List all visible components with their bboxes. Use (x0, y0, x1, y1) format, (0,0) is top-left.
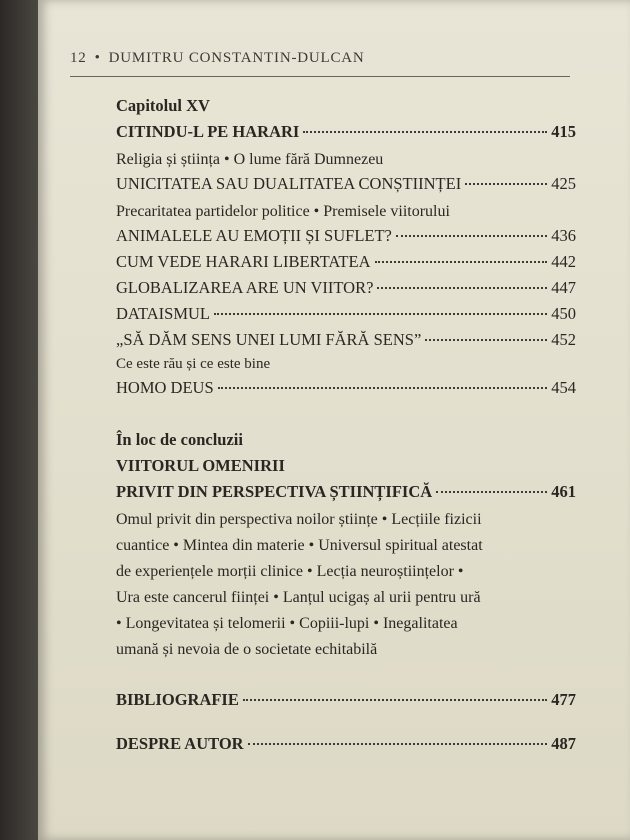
conclusion-label: În loc de concluzii (116, 430, 243, 449)
toc-entry-title: DATAISMUL (116, 304, 211, 323)
toc-entry-page: 442 (551, 252, 576, 271)
toc-entry[interactable] (116, 174, 576, 200)
chapter-label: Capitolul XV (116, 96, 210, 115)
toc-entry-page: 415 (551, 122, 576, 141)
toc-entry[interactable] (116, 226, 576, 252)
toc-entry-title: ANIMALELE AU EMOȚII ȘI SUFLET? (116, 226, 392, 245)
toc-entry-page: 487 (551, 734, 576, 753)
toc-entry-title: CITINDU-L PE HARARI (116, 122, 300, 141)
dot-leader (377, 287, 547, 289)
chapter-subtopics: Precaritatea partidelor politice • Premisele viitorului (116, 203, 450, 220)
table-of-contents (116, 96, 576, 760)
toc-entry-page: 425 (551, 174, 576, 193)
dot-leader (436, 491, 547, 493)
toc-entry-page: 452 (551, 330, 576, 349)
toc-entry-title: PRIVIT DIN PERSPECTIVA ȘTIINȚIFICĂ (116, 482, 433, 501)
toc-entry[interactable] (116, 378, 576, 404)
toc-entry-page: 477 (551, 690, 576, 709)
conclusion-desc-line: Omul privit din perspectiva noilor științe • Lecțiile fizicii (116, 511, 482, 528)
conclusion-desc-line: Ura este cancerul ființei • Lanțul ucigaș al urii pentru ură (116, 589, 481, 606)
toc-entry-title: HOMO DEUS (116, 378, 214, 397)
dot-leader (396, 235, 547, 237)
header-bullet: • (94, 50, 101, 66)
toc-entry[interactable] (116, 252, 576, 278)
dot-leader (465, 183, 547, 185)
dot-leader (218, 387, 548, 389)
toc-entry[interactable] (116, 330, 576, 356)
dot-leader (425, 339, 547, 341)
dot-leader (375, 261, 548, 263)
conclusion-title: VIITORUL OMENIRII (116, 456, 285, 475)
toc-entry-title: UNICITATEA SAU DUALITATEA CONȘTIINȚEI (116, 174, 462, 193)
toc-entry-title: BIBLIOGRAFIE (116, 690, 239, 709)
running-header (70, 50, 570, 67)
header-rule (70, 76, 570, 77)
toc-entry[interactable] (116, 122, 576, 148)
toc-entry-page: 461 (551, 482, 576, 501)
dot-leader (243, 699, 547, 701)
toc-entry-title: „SĂ DĂM SENS UNEI LUMI FĂRĂ SENS” (116, 330, 422, 349)
toc-entry-page: 450 (551, 304, 576, 323)
toc-entry-title: GLOBALIZAREA ARE UN VIITOR? (116, 278, 374, 297)
conclusion-desc-line: cuantice • Mintea din materie • Universul spiritual atestat (116, 537, 483, 554)
conclusion-desc-line: • Longevitatea și telomerii • Copiii-lupi • Inegalitatea (116, 615, 458, 632)
chapter-subtopics: Religia și știința • O lume fără Dumnezeu (116, 151, 384, 168)
toc-entry-page: 436 (551, 226, 576, 245)
book-spine-shadow (0, 0, 38, 840)
conclusion-desc-line: de experiențele morții clinice • Lecția neuroștiințelor • (116, 563, 464, 580)
toc-entry-page: 447 (551, 278, 576, 297)
toc-entry[interactable] (116, 690, 576, 716)
toc-entry[interactable] (116, 734, 576, 760)
toc-entry-title: DESPRE AUTOR (116, 734, 244, 753)
toc-entry-title: CUM VEDE HARARI LIBERTATEA (116, 252, 371, 271)
dot-leader (248, 743, 548, 745)
toc-entry-page: 454 (551, 378, 576, 397)
toc-entry[interactable] (116, 304, 576, 330)
page-number: 12 (70, 50, 87, 66)
dot-leader (303, 131, 547, 133)
toc-entry[interactable] (116, 482, 576, 508)
chapter-subtopics: Ce este rău și ce este bine (116, 356, 271, 372)
dot-leader (214, 313, 547, 315)
author-name: DUMITRU CONSTANTIN-DULCAN (108, 50, 365, 66)
toc-entry[interactable] (116, 278, 576, 304)
conclusion-desc-line: umană și nevoia de o societate echitabilă (116, 641, 378, 658)
